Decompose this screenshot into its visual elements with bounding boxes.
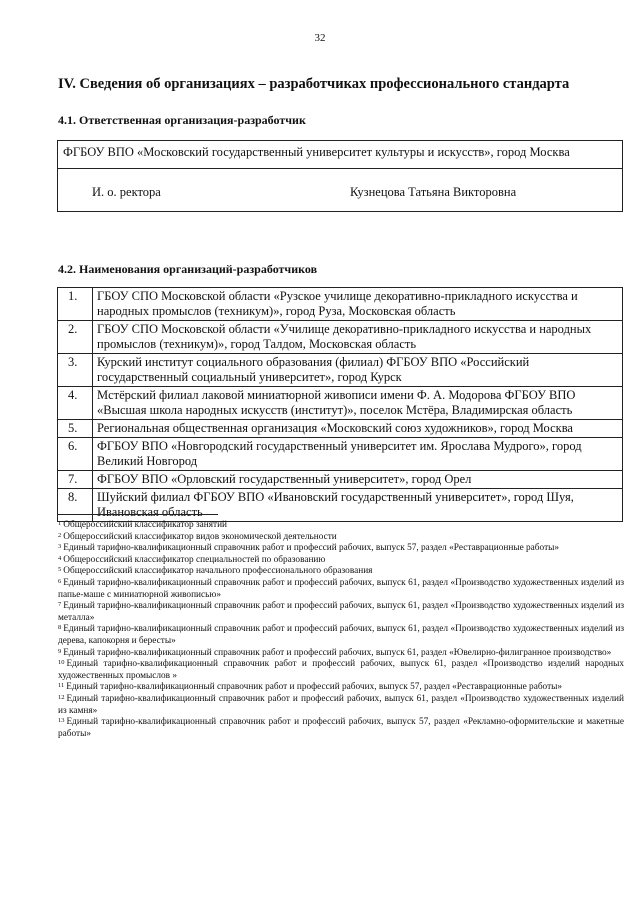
footnote-text: Единый тарифно-квалификационный справочник работ и профессий рабочих, выпуск 61, раздел «Производство художественных изделий из металла» bbox=[58, 601, 624, 623]
footnote-mark: 6 bbox=[58, 577, 62, 585]
organization-name: Шуйский филиал ФГБОУ ВПО «Ивановский государственный университет», город Шуя, Ивановская область bbox=[93, 489, 623, 522]
table-row bbox=[58, 471, 623, 489]
footnote-mark: 11 bbox=[58, 682, 65, 690]
footnotes bbox=[58, 520, 624, 740]
organization-name: Мстёрский филиал лаковой миниатюрной живописи имени Ф. А. Модорова ФГБОУ ВПО «Высшая школа народных искусств (институт)», поселок Мстёра, Владимирская область bbox=[93, 387, 623, 420]
footnote-text: Общероссийский классификатор видов экономической деятельности bbox=[63, 531, 337, 542]
organization-name: Курский институт социального образования (филиал) ФГБОУ ВПО «Российский государственный социальный университет», город Курск bbox=[93, 354, 623, 387]
footnote-mark: 7 bbox=[58, 601, 62, 609]
footnote bbox=[58, 532, 624, 544]
footnote bbox=[58, 659, 624, 682]
footnote-mark: 12 bbox=[58, 693, 65, 701]
page-number: 32 bbox=[314, 32, 326, 44]
developer-orgs-table bbox=[57, 287, 623, 522]
responsible-org-box bbox=[57, 140, 623, 212]
footnote bbox=[58, 717, 624, 740]
footnote-text: Единый тарифно-квалификационный справочник работ и профессий рабочих, выпуск 61, раздел «Производство изделий народных художественных промыслов » bbox=[58, 659, 624, 681]
row-number: 6. bbox=[58, 438, 93, 471]
footnote-mark: 9 bbox=[58, 647, 62, 655]
footnote-mark: 1 bbox=[58, 520, 62, 527]
organization-name: ФГБОУ ВПО «Орловский государственный университет», город Орел bbox=[93, 471, 623, 489]
row-number: 7. bbox=[58, 471, 93, 489]
footnote-mark: 2 bbox=[58, 531, 62, 539]
responsible-org-name: ФГБОУ ВПО «Московский государственный университет культуры и искусств», город Москва bbox=[63, 145, 570, 159]
footnote bbox=[58, 624, 624, 647]
footnote-mark: 3 bbox=[58, 543, 62, 551]
footnote-text: Единый тарифно-квалификационный справочник работ и профессий рабочих, выпуск 61, раздел «Ювелирно-филигранное производство» bbox=[63, 647, 612, 658]
footnote-mark: 4 bbox=[58, 554, 62, 562]
footnote bbox=[58, 648, 624, 660]
footnote bbox=[58, 566, 624, 578]
row-number: 1. bbox=[58, 288, 93, 321]
footnote-rule bbox=[58, 514, 218, 515]
table-row bbox=[58, 387, 623, 420]
organization-name: ФГБОУ ВПО «Новгородский государственный университет им. Ярослава Мудрого», город Великий Новгород bbox=[93, 438, 623, 471]
responsible-org-divider bbox=[58, 168, 622, 169]
footnote bbox=[58, 520, 624, 532]
footnote-mark: 10 bbox=[58, 659, 65, 667]
responsible-org-subtitle: 4.1. Ответственная организация-разработчик bbox=[58, 113, 306, 127]
row-number: 2. bbox=[58, 321, 93, 354]
organization-name: ГБОУ СПО Московской области «Рузское училище декоративно-прикладного искусства и народных промыслов (техникум)», город Руза, Московская область bbox=[93, 288, 623, 321]
footnote bbox=[58, 601, 624, 624]
table-row bbox=[58, 438, 623, 471]
footnote-text: Единый тарифно-квалификационный справочник работ и профессий рабочих, выпуск 57, раздел «Рекламно-оформительские и макетные работы» bbox=[58, 717, 624, 739]
section-title: IV. Сведения об организациях – разработчиках профессионального стандарта bbox=[58, 76, 570, 92]
footnote-text: Общероссийский классификатор специальностей по образованию bbox=[63, 554, 326, 565]
footnote bbox=[58, 578, 624, 601]
footnote-text: Единый тарифно-квалификационный справочник работ и профессий рабочих, выпуск 61, раздел «Производство художественных изделий из дерева, капокорня и бересты» bbox=[58, 624, 624, 646]
footnote-text: Общероссийский классификатор начального профессионального образования bbox=[63, 566, 373, 577]
row-number: 8. bbox=[58, 489, 93, 522]
footnote bbox=[58, 543, 624, 555]
table-row bbox=[58, 321, 623, 354]
footnote-text: Единый тарифно-квалификационный справочник работ и профессий рабочих, выпуск 57, раздел «Реставрационные работы» bbox=[66, 682, 563, 693]
footnote-mark: 13 bbox=[58, 717, 65, 725]
footnote-text: Общероссийский классификатор занятий bbox=[63, 520, 228, 530]
table-row bbox=[58, 489, 623, 522]
responsible-position: И. о. ректора bbox=[92, 185, 161, 199]
footnote-mark: 5 bbox=[58, 566, 62, 574]
table-row bbox=[58, 354, 623, 387]
table-row bbox=[58, 288, 623, 321]
row-number: 4. bbox=[58, 387, 93, 420]
footnote bbox=[58, 555, 624, 567]
footnote-text: Единый тарифно-квалификационный справочник работ и профессий рабочих, выпуск 61, раздел «Производство художественных изделий из папье-маше с миниатюрной живописью» bbox=[58, 577, 624, 600]
footnote-text: Единый тарифно-квалификационный справочник работ и профессий рабочих, выпуск 61, раздел «Производство художественных изделий из камня» bbox=[58, 693, 624, 716]
footnote bbox=[58, 682, 624, 694]
footnote-mark: 8 bbox=[58, 624, 62, 632]
footnote bbox=[58, 694, 624, 717]
developer-orgs-subtitle: 4.2. Наименования организаций-разработчиков bbox=[58, 262, 318, 276]
row-number: 3. bbox=[58, 354, 93, 387]
responsible-person: Кузнецова Татьяна Викторовна bbox=[350, 185, 517, 199]
row-number: 5. bbox=[58, 420, 93, 438]
table-row bbox=[58, 420, 623, 438]
footnote-text: Единый тарифно-квалификационный справочник работ и профессий рабочих, выпуск 57, раздел «Реставрационные работы» bbox=[63, 543, 560, 554]
organization-name: Региональная общественная организация «Московский союз художников», город Москва bbox=[93, 420, 623, 438]
organization-name: ГБОУ СПО Московской области «Училище декоративно-прикладного искусства и народных промыслов (техникум)», город Талдом, Московская область bbox=[93, 321, 623, 354]
